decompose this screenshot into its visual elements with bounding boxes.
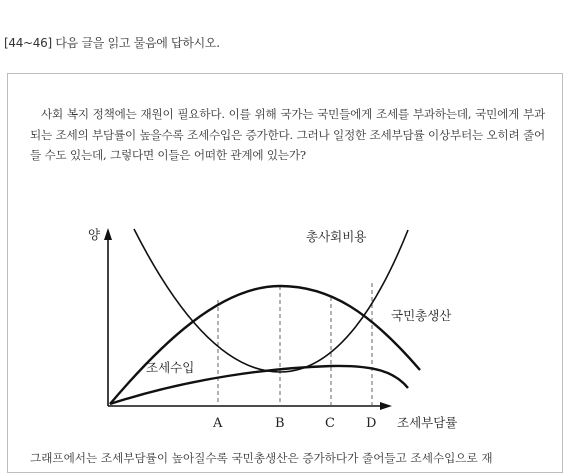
- passage-text: 사회 복지 정책에는 재원이 필요하다. 이를 위해 국가는 국민들에게 조세를 부과하는데, 국민에게 부과되는 조세의 부담률이 높을수록 조세수입은 증가한다. 그러나 일정한 조세부담률 이상부터는 오히려 줄어들 수도 있는데, 그렇다면 이들은 어떠한 관계에 있는가?: [30, 107, 545, 162]
- tax-revenue-label: 조세수입: [146, 360, 195, 375]
- x-tick-label: B: [275, 416, 285, 431]
- x-tick-label: D: [366, 416, 377, 431]
- instruction-text: [44~46] 다음 글을 읽고 물음에 답하시오.: [4, 36, 220, 50]
- total-social-cost-curve: [134, 229, 408, 372]
- x-axis-label: 조세부담률: [397, 415, 458, 430]
- gross-national-product-label: 국민총생산: [391, 308, 452, 323]
- total-social-cost-label: 총사회비용: [306, 229, 367, 244]
- y-axis-label: 양: [88, 227, 101, 242]
- x-tick-label: A: [213, 416, 223, 431]
- y-axis-arrow: [104, 228, 112, 240]
- gross-national-product-curve: [110, 286, 420, 404]
- x-tick-label: C: [325, 416, 335, 431]
- passage-tail: 그래프에서는 조세부담률이 높아질수록 국민총생산은 증가하다가 줄어들고 조세수입으로 재: [30, 451, 493, 465]
- x-axis-arrow: [380, 402, 392, 410]
